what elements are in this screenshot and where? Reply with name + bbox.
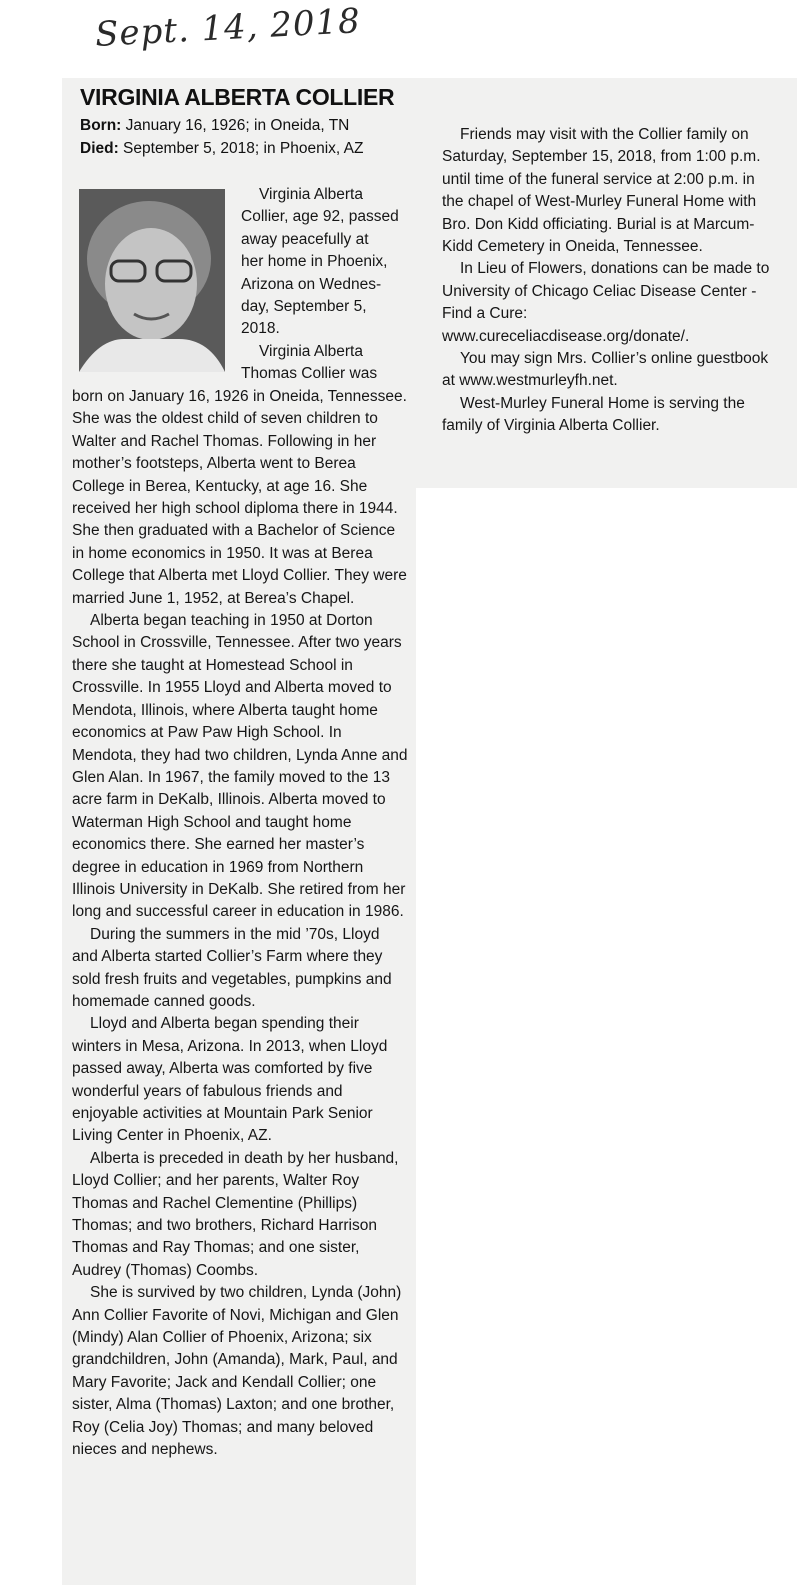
paragraph: During the summers in the mid ’70s, Lloyd and Alberta started Collier’s Farm where they sold fresh fruits and vegetables, pumpkins and homemade canned goods. xyxy=(72,925,392,1010)
text-beside-photo xyxy=(241,184,411,386)
portrait-photo xyxy=(79,189,225,372)
born-value: January 16, 1926; in Oneida, TN xyxy=(121,117,350,134)
paragraph: She is survived by two children, Lynda (John) Ann Collier Favorite of Novi, Michigan and Glen (Mindy) Alan Collier of Phoenix, Arizona; six grandchildren, John (Amanda), Mark, Paul, and Mary Favorite; Jack and Kendall Collier; one sister, Alma (Thomas) Laxton; and one brother, Roy (Celia Joy) Thomas; and many beloved nieces and nephews. xyxy=(72,1284,402,1459)
died-label: Died: xyxy=(80,140,119,157)
paragraph: Alberta began teaching in 1950 at Dorton School in Crossville, Tennessee. After two years there she taught at Homestead School in Crossville. In 1955 Lloyd and Alberta moved to Mendota, Illinois, where Alberta taught home economics at Paw Paw High School. In Mendota, they had two children, Lynda Anne and Glen Alan. In 1967, the family moved to the 13 acre farm in DeKalb, Illinois. Alberta moved to Waterman High School and taught home economics there. She earned her master’s degree in education in 1969 from Northern Illinois University in DeKalb. She retired from her long and successful career in education in 1986. xyxy=(72,612,408,921)
text-line: Virginia Alberta xyxy=(259,342,363,360)
paragraph: In Lieu of Flowers, donations can be made to University of Chicago Celiac Disease Center - Find a Cure: www.cureceliacdisease.org/donate/. xyxy=(442,260,770,345)
text-line: Collier, age 92, passed xyxy=(241,208,399,226)
obituary-name: VIRGINIA ALBERTA COLLIER xyxy=(80,84,395,110)
paragraph: You may sign Mrs. Collier’s online guestbook at www.westmurleyfh.net. xyxy=(442,350,769,390)
text-line: day, September 5, xyxy=(241,298,367,316)
paragraph: Friends may visit with the Collier family on Saturday, September 15, 2018, from 1:00 p.m. until time of the funeral service at 2:00 p.m. in the chapel of West-Murley Funeral Home with Bro. Don Kidd officiating. Burial is at Marcum-Kidd Cemetery in Oneida, Tennessee. xyxy=(442,126,761,256)
born-line xyxy=(80,117,410,135)
paragraph: Lloyd and Alberta began spending their winters in Mesa, Arizona. In 2013, when Lloyd passed away, Alberta was comforted by five wonderful years of fabulous friends and enjoyable activities at Mountain Park Senior Living Center in Phoenix, AZ. xyxy=(72,1015,388,1145)
died-value: September 5, 2018; in Phoenix, AZ xyxy=(118,140,364,157)
text-line: her home in Phoenix, xyxy=(241,253,388,271)
paragraph: born on January 16, 1926 in Oneida, Tennessee. She was the oldest child of seven children to Walter and Rachel Thomas. Following in her mother’s footsteps, Alberta went to Berea College in Berea, Kentucky, at age 16. She received her high school diploma there in 1944. She then graduated with a Bachelor of Science in home economics in 1950. It was at Berea College that Alberta met Lloyd Collier. They were married June 1, 1952, at Berea’s Chapel. xyxy=(72,388,407,607)
text-line: Virginia Alberta xyxy=(259,186,363,203)
text-line: away peacefully at xyxy=(241,230,369,248)
left-column-body xyxy=(72,386,408,1462)
handwritten-date: Sept. 14, 2018 xyxy=(94,1,362,55)
died-line xyxy=(80,140,410,158)
text-line: 2018. xyxy=(241,320,280,338)
right-column-body xyxy=(442,124,772,438)
text-line: Arizona on Wednes- xyxy=(241,275,382,293)
born-label: Born: xyxy=(80,117,122,134)
text-line: Thomas Collier was xyxy=(241,365,378,383)
paragraph: West-Murley Funeral Home is serving the family of Virginia Alberta Collier. xyxy=(442,394,745,435)
paragraph: Alberta is preceded in death by her husband, Lloyd Collier; and her parents, Walter Roy Thomas and Rachel Clementine (Phillips) Thomas; and two brothers, Richard Harrison Thomas and Ray Thomas; and one sister, Audrey (Thomas) Coombs. xyxy=(72,1149,399,1279)
